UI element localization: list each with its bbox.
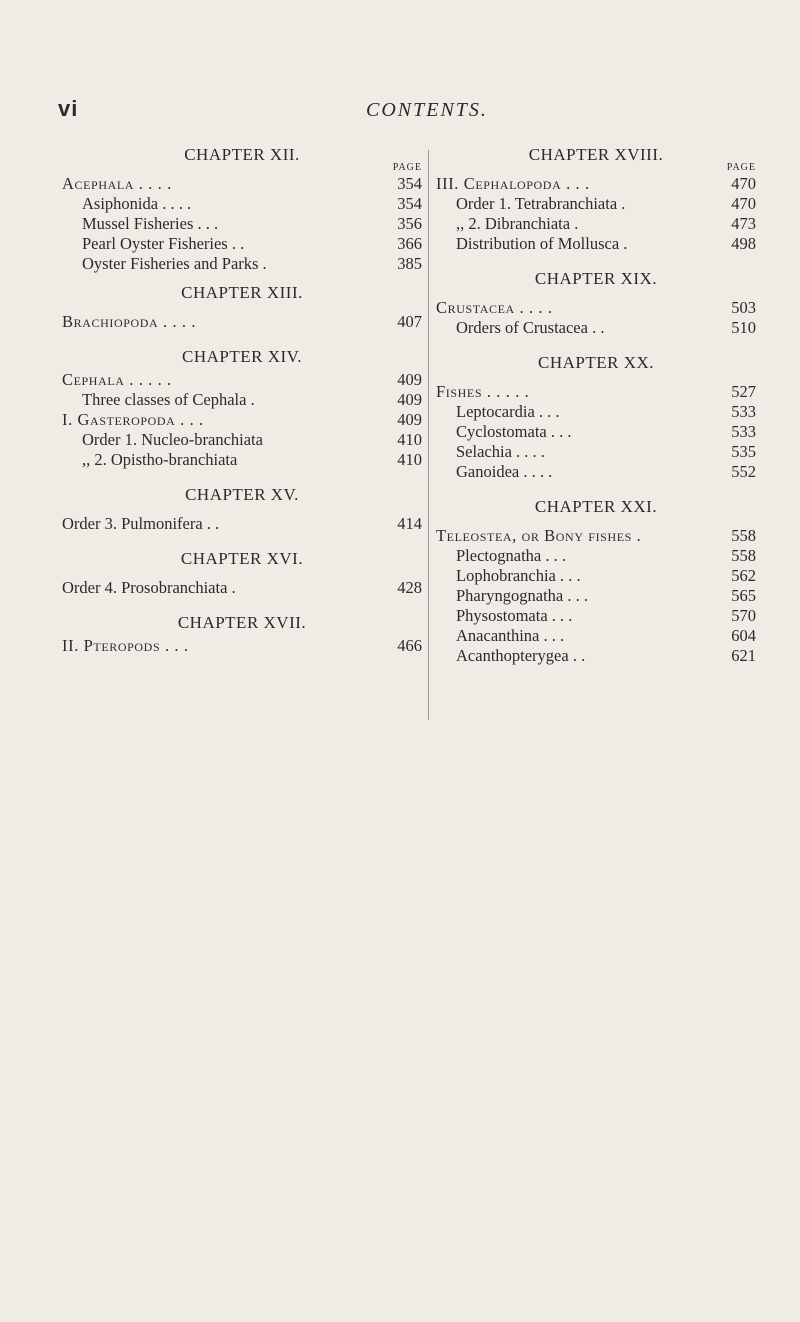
entry-title: Crustacea . . . . [436, 298, 553, 317]
entry-title: Pharyngognatha . . . [456, 586, 588, 605]
entry-page: 503 [731, 298, 756, 317]
toc-entry[interactable] [62, 254, 422, 274]
entry-page: 510 [731, 318, 756, 337]
chapter-heading: CHAPTER XX. [537, 353, 654, 372]
right-column [436, 142, 756, 666]
toc-entry[interactable] [62, 370, 422, 390]
chapter-heading: CHAPTER XIV. [182, 347, 302, 366]
entry-title: Asiphonida . . . . [82, 194, 192, 213]
entry-title: Mussel Fisheries . . . [82, 214, 219, 233]
toc-entry[interactable] [62, 234, 422, 254]
entry-page: 410 [397, 450, 422, 469]
toc-entry[interactable] [436, 234, 756, 254]
entry-title: III. Cephalopoda . . . [436, 174, 590, 193]
chapter-heading: CHAPTER XV. [185, 485, 299, 504]
entry-page: 354 [397, 174, 422, 193]
entry-page: 466 [397, 636, 422, 655]
toc-entry[interactable] [436, 422, 756, 442]
entry-title: Ganoidea . . . . [456, 462, 553, 481]
toc-entry[interactable] [62, 214, 422, 234]
entry-title: Oyster Fisheries and Parks . [82, 254, 267, 273]
entry-page: 366 [397, 234, 422, 253]
entry-title: Order 3. Pulmonifera . . [62, 514, 220, 533]
entry-title: Three classes of Cephala . [82, 390, 255, 409]
toc-entry[interactable] [62, 194, 422, 214]
entry-page: 407 [397, 312, 422, 331]
entry-title: ,, 2. Dibranchiata . [456, 214, 579, 233]
entry-title: Selachia . . . . [456, 442, 545, 461]
toc-entry[interactable] [436, 526, 756, 546]
chapter-heading: CHAPTER XII. [184, 145, 300, 164]
chapter-heading: CHAPTER XXI. [534, 497, 658, 516]
entry-title: Physostomata . . . [456, 606, 573, 625]
chapter-heading: CHAPTER XIII. [181, 283, 303, 302]
chapter-heading: CHAPTER XVII. [177, 613, 307, 632]
entry-page: 428 [397, 578, 422, 597]
chapter-heading: CHAPTER XVIII. [528, 145, 664, 164]
toc-entry[interactable] [62, 174, 422, 194]
toc-entry[interactable] [436, 194, 756, 214]
toc-entry[interactable] [62, 312, 422, 332]
toc-entry[interactable] [436, 462, 756, 482]
entry-title: Cephala . . . . . [62, 370, 172, 389]
entry-title: Leptocardia . . . [456, 402, 560, 421]
toc-entry[interactable] [436, 382, 756, 402]
page-number: vi [58, 96, 79, 121]
toc-entry[interactable] [62, 410, 422, 430]
entry-title: II. Pteropods . . . [62, 636, 189, 655]
page-column-label: PAGE [392, 162, 422, 173]
entry-page: 604 [731, 626, 756, 645]
entry-page: 356 [397, 214, 422, 233]
toc-entry[interactable] [436, 442, 756, 462]
entry-page: 533 [731, 422, 756, 441]
column-divider [428, 150, 429, 720]
entry-page: 473 [731, 214, 756, 233]
entry-page: 558 [731, 526, 756, 545]
toc-entry[interactable] [436, 174, 756, 194]
toc-entry[interactable] [436, 298, 756, 318]
entry-page: 470 [731, 174, 756, 193]
left-column [62, 142, 422, 656]
entry-page: 533 [731, 402, 756, 421]
entry-page: 409 [397, 410, 422, 429]
toc-entry[interactable] [62, 450, 422, 470]
toc-entry[interactable] [436, 646, 756, 666]
entry-title: Order 1. Nucleo-branchiata [82, 430, 263, 449]
entry-title: Cyclostomata . . . [456, 422, 572, 441]
toc-entry[interactable] [62, 514, 422, 534]
toc-entry[interactable] [436, 546, 756, 566]
toc-entry[interactable] [436, 606, 756, 626]
page-column-label: PAGE [726, 162, 756, 173]
running-title: CONTENTS. [366, 99, 488, 121]
toc-entry[interactable] [436, 318, 756, 338]
toc-entry[interactable] [436, 566, 756, 586]
entry-page: 562 [731, 566, 756, 585]
entry-page: 527 [731, 382, 756, 401]
toc-entry[interactable] [62, 636, 422, 656]
entry-title: Order 1. Tetrabranchiata . [456, 194, 626, 213]
entry-page: 410 [397, 430, 422, 449]
entry-title: Pearl Oyster Fisheries . . [82, 234, 245, 253]
entry-title: Order 4. Prosobranchiata . [62, 578, 236, 597]
entry-page: 470 [731, 194, 756, 213]
entry-title: Anacanthina . . . [456, 626, 565, 645]
entry-title: Plectognatha . . . [456, 546, 566, 565]
toc-entry[interactable] [436, 402, 756, 422]
entry-page: 570 [731, 606, 756, 625]
entry-title: Acephala . . . . [62, 174, 172, 193]
entry-page: 414 [397, 514, 422, 533]
entry-page: 552 [731, 462, 756, 481]
entry-title: Acanthopterygea . . [456, 646, 586, 665]
toc-entry[interactable] [62, 430, 422, 450]
entry-page: 621 [731, 646, 756, 665]
entry-title: Lophobranchia . . . [456, 566, 581, 585]
toc-entry[interactable] [436, 586, 756, 606]
toc-entry[interactable] [436, 626, 756, 646]
entry-page: 558 [731, 546, 756, 565]
entry-page: 385 [397, 254, 422, 273]
entry-title: I. Gasteropoda . . . [62, 410, 204, 429]
chapter-heading: CHAPTER XVI. [180, 549, 304, 568]
toc-entry[interactable] [62, 578, 422, 598]
entry-title: Brachiopoda . . . . [62, 312, 197, 331]
entry-page: 498 [731, 234, 756, 253]
entry-title: Fishes . . . . . [436, 382, 530, 401]
entry-page: 565 [731, 586, 756, 605]
entry-title: Orders of Crustacea . . [456, 318, 605, 337]
entry-page: 409 [397, 390, 422, 409]
entry-title: Teleostea, or Bony fishes . [436, 526, 642, 545]
entry-title: ,, 2. Opistho-branchiata [82, 450, 238, 469]
entry-page: 409 [397, 370, 422, 389]
chapter-heading: CHAPTER XIX. [534, 269, 658, 288]
entry-page: 535 [731, 442, 756, 461]
entry-title: Distribution of Mollusca . [456, 234, 628, 253]
toc-entry[interactable] [436, 214, 756, 234]
toc-entry[interactable] [62, 390, 422, 410]
entry-page: 354 [397, 194, 422, 213]
